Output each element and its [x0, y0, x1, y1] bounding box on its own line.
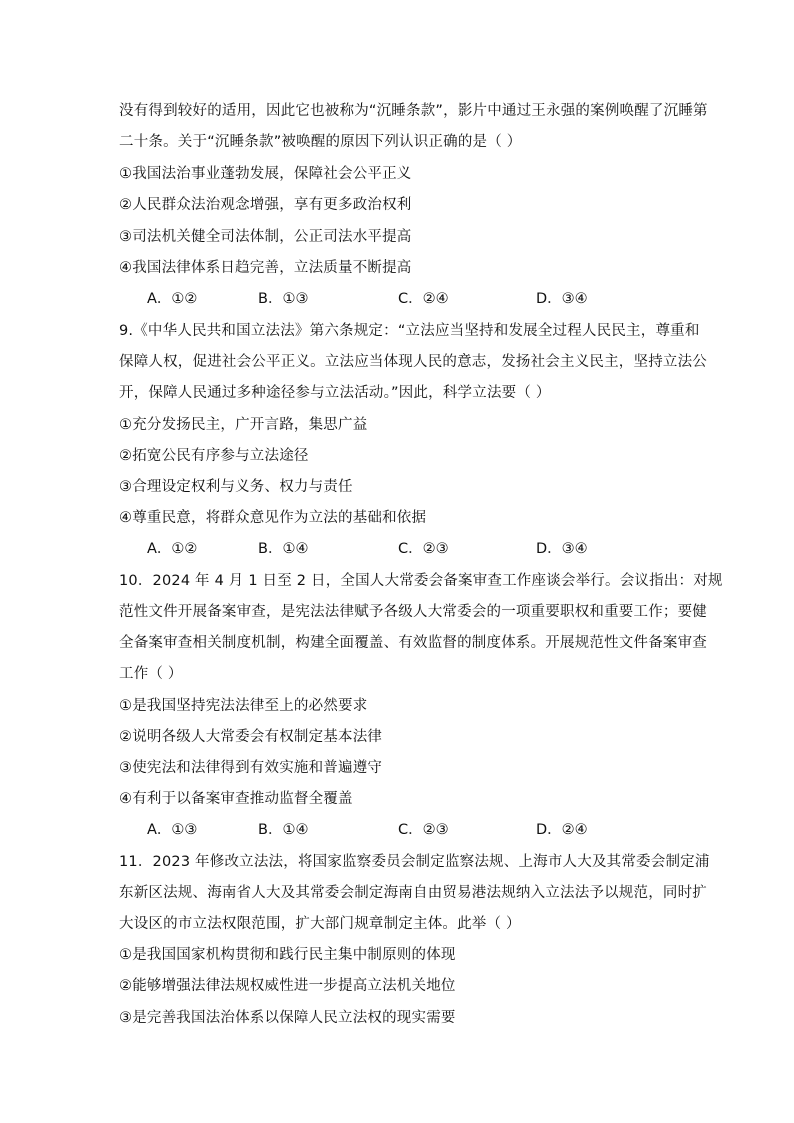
q8-options: [147, 289, 707, 309]
q9-stem-line-2: 保障人权，促进社会公平正义。立法应当体现人民的意志，发扬社会主义民主，坚持立法公: [119, 354, 707, 370]
q9-options: [147, 539, 707, 559]
q9-statement-4: ④尊重民意，将群众意见作为立法的基础和依据: [119, 510, 427, 526]
q11-statement-2: ②能够增强法律法规权威性进一步提高立法机关地位: [119, 978, 456, 994]
q8-option-d[interactable]: D．③④: [536, 291, 588, 307]
q8-statement-1: ①我国法治事业蓬勃发展，保障社会公平正义: [119, 166, 412, 182]
q9-stem-line-1: 9.《中华人民共和国立法法》第六条规定：“立法应当坚持和发展全过程人民民主，尊重和: [119, 323, 700, 339]
q8-stem-line-1: 没有得到较好的适用，因此它也被称为“沉睡条款”，影片中通过王永强的案例唤醒了沉睡第: [119, 103, 708, 119]
q11-stem-line-1: 11．2023 年修改立法法，将国家监察委员会制定监察法规、上海市人大及其常委会制定浦: [119, 854, 710, 870]
q10-statement-2: ②说明各级人大常委会有权制定基本法律: [119, 729, 383, 745]
q9-option-a[interactable]: A．①②: [147, 541, 198, 557]
q10-options: [147, 820, 707, 840]
q10-stem-line-4: 工作（ ）: [119, 666, 183, 682]
q9-statement-3: ③合理设定权利与义务、权力与责任: [119, 479, 353, 495]
q8-option-a[interactable]: A．①②: [147, 291, 198, 307]
q8-option-c[interactable]: C．②④: [398, 291, 449, 307]
q8-statement-2: ②人民群众法治观念增强，享有更多政治权利: [119, 197, 412, 213]
q8-statement-3: ③司法机关健全司法体制，公正司法水平提高: [119, 229, 412, 245]
q9-option-b[interactable]: B．①④: [258, 541, 309, 557]
q10-stem-line-1: 10．2024 年 4 月 1 日至 2 日，全国人大常委会备案审查工作座谈会举行。会议指出：对规: [119, 573, 723, 589]
q9-option-c[interactable]: C．②③: [398, 541, 449, 557]
q10-stem-line-3: 全备案审查相关制度机制，构建全面覆盖、有效监督的制度体系。开展规范性文件备案审查: [119, 635, 707, 651]
q9-option-d[interactable]: D．③④: [536, 541, 588, 557]
q10-statement-1: ①是我国坚持宪法法律至上的必然要求: [119, 698, 368, 714]
q8-stem-line-2: 二十条。关于“沉睡条款”被唤醒的原因下列认识正确的是（ ）: [119, 134, 522, 150]
q9-statement-2: ②拓宽公民有序参与立法途径: [119, 448, 309, 464]
q11-statement-1: ①是我国国家机构贯彻和践行民主集中制原则的体现: [119, 947, 456, 963]
q11-stem-line-2: 东新区法规、海南省人大及其常委会制定海南自由贸易港法规纳入立法法予以规范，同时扩: [119, 885, 707, 901]
q8-option-b[interactable]: B．①③: [258, 291, 309, 307]
q10-option-a[interactable]: A．①③: [147, 822, 198, 838]
q8-statement-4: ④我国法律体系日趋完善，立法质量不断提高: [119, 260, 412, 276]
q10-option-d[interactable]: D．②④: [536, 822, 588, 838]
q10-option-c[interactable]: C．②③: [398, 822, 449, 838]
q9-stem-line-3: 开，保障人民通过多种途径参与立法活动。”因此，科学立法要（ ）: [119, 385, 551, 401]
q10-statement-4: ④有利于以备案审查推动监督全覆盖: [119, 791, 353, 807]
q10-option-b[interactable]: B．①④: [258, 822, 309, 838]
q11-statement-3: ③是完善我国法治体系以保障人民立法权的现实需要: [119, 1010, 456, 1026]
q11-stem-line-3: 大设区的市立法权限范围，扩大部门规章制定主体。此举（ ）: [119, 916, 521, 932]
q9-statement-1: ①充分发扬民主，广开言路，集思广益: [119, 417, 368, 433]
q10-stem-line-2: 范性文件开展备案审查，是宪法法律赋予各级人大常委会的一项重要职权和重要工作；要健: [119, 604, 707, 620]
q10-statement-3: ③使宪法和法律得到有效实施和普遍遵守: [119, 760, 383, 776]
